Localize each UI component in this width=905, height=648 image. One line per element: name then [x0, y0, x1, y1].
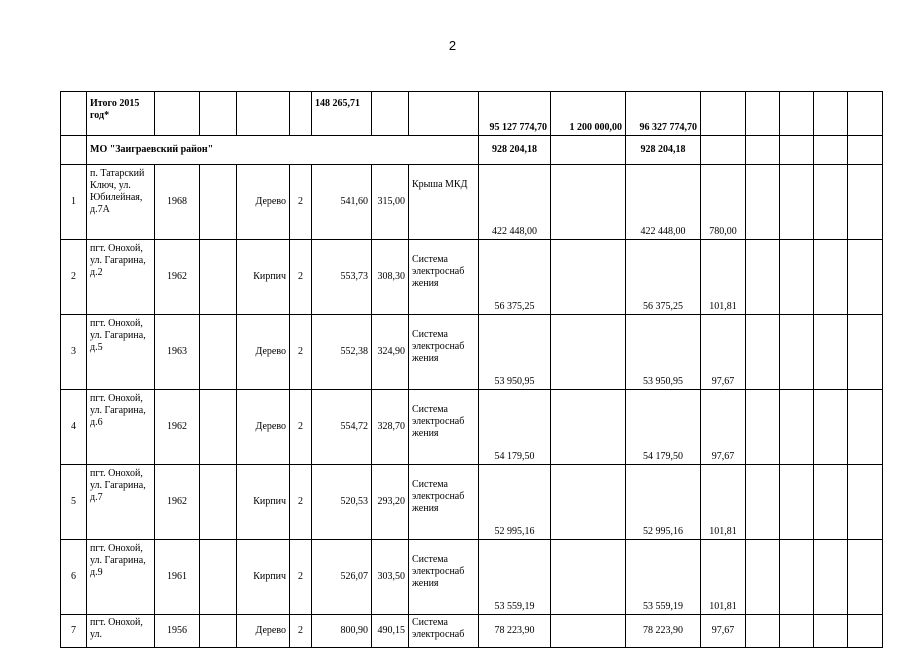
cost-cell: 52 995,16 — [479, 465, 551, 540]
floors-cell: 2 — [290, 315, 312, 390]
empty-cell — [551, 615, 626, 648]
area-cell: 553,73 — [312, 240, 372, 315]
per-m2-cell: 97,67 — [701, 615, 746, 648]
empty-cell — [200, 240, 237, 315]
empty-cell — [746, 465, 780, 540]
year-cell: 1968 — [155, 165, 200, 240]
address-cell: пгт. Онохой, ул. Гагарина, д.6 — [87, 390, 155, 465]
total-cost-cell: 56 375,25 — [626, 240, 701, 315]
district-sum-a: 928 204,18 — [479, 136, 551, 165]
living-area-cell: 293,20 — [372, 465, 409, 540]
empty-cell — [200, 615, 237, 648]
living-area-cell: 328,70 — [372, 390, 409, 465]
address-cell: пгт. Онохой, ул. Гагарина, д.9 — [87, 540, 155, 615]
table-row — [61, 465, 883, 540]
empty-cell — [200, 165, 237, 240]
empty-cell — [848, 165, 883, 240]
empty-cell — [551, 240, 626, 315]
repair-program-table — [60, 91, 883, 648]
cost-cell: 53 950,95 — [479, 315, 551, 390]
empty-cell — [848, 465, 883, 540]
district-row — [61, 136, 883, 165]
living-area-cell: 490,15 — [372, 615, 409, 648]
per-m2-cell: 97,67 — [701, 390, 746, 465]
living-area-cell: 315,00 — [372, 165, 409, 240]
empty-cell — [551, 315, 626, 390]
empty-cell — [848, 615, 883, 648]
address-cell: пгт. Онохой, ул. Гагарина, д.5 — [87, 315, 155, 390]
empty-cell — [814, 615, 848, 648]
total-cost-cell: 52 995,16 — [626, 465, 701, 540]
floors-cell: 2 — [290, 540, 312, 615]
total-label: Итого 2015 год* — [87, 92, 155, 136]
row-number: 2 — [61, 240, 87, 315]
empty-cell — [848, 390, 883, 465]
year-cell: 1962 — [155, 240, 200, 315]
material-cell: Кирпич — [237, 240, 290, 315]
empty-cell — [200, 540, 237, 615]
empty-cell — [814, 390, 848, 465]
district-label: МО "Заиграевский район" — [87, 136, 479, 165]
empty-cell — [780, 465, 814, 540]
table-row — [61, 390, 883, 465]
cost-cell: 78 223,90 — [479, 615, 551, 648]
empty-cell — [746, 315, 780, 390]
floors-cell: 2 — [290, 390, 312, 465]
area-cell: 541,60 — [312, 165, 372, 240]
work-type-cell: Система электроснаб жения — [409, 390, 479, 465]
row-number: 5 — [61, 465, 87, 540]
empty-cell — [551, 165, 626, 240]
material-cell: Дерево — [237, 165, 290, 240]
area-cell: 520,53 — [312, 465, 372, 540]
empty-cell — [746, 390, 780, 465]
cost-cell: 422 448,00 — [479, 165, 551, 240]
material-cell: Дерево — [237, 315, 290, 390]
empty-cell — [848, 240, 883, 315]
total-sum-b: 1 200 000,00 — [551, 92, 626, 136]
empty-cell — [814, 540, 848, 615]
area-cell: 552,38 — [312, 315, 372, 390]
empty-cell — [814, 315, 848, 390]
empty-cell — [814, 240, 848, 315]
total-cost-cell: 53 559,19 — [626, 540, 701, 615]
per-m2-cell: 101,81 — [701, 240, 746, 315]
empty-cell — [814, 465, 848, 540]
floors-cell: 2 — [290, 240, 312, 315]
material-cell: Кирпич — [237, 540, 290, 615]
empty-cell — [746, 165, 780, 240]
empty-cell — [780, 165, 814, 240]
table-row — [61, 240, 883, 315]
page-number: 2 — [448, 38, 457, 53]
row-number: 1 — [61, 165, 87, 240]
empty-cell — [848, 540, 883, 615]
address-cell: пгт. Онохой, ул. Гагарина, д.7 — [87, 465, 155, 540]
empty-cell — [746, 615, 780, 648]
year-cell: 1962 — [155, 465, 200, 540]
floors-cell: 2 — [290, 165, 312, 240]
area-cell: 526,07 — [312, 540, 372, 615]
year-cell: 1963 — [155, 315, 200, 390]
empty-cell — [200, 315, 237, 390]
empty-cell — [746, 240, 780, 315]
work-type-cell: Система электроснаб — [409, 615, 479, 648]
empty-cell — [780, 240, 814, 315]
material-cell: Кирпич — [237, 465, 290, 540]
address-cell: пгт. Онохой, ул. Гагарина, д.2 — [87, 240, 155, 315]
work-type-cell: Крыша МКД — [409, 165, 479, 240]
address-cell: пгт. Онохой, ул. — [87, 615, 155, 648]
table-row — [61, 315, 883, 390]
floors-cell: 2 — [290, 465, 312, 540]
empty-cell — [780, 315, 814, 390]
row-number: 7 — [61, 615, 87, 648]
year-cell: 1961 — [155, 540, 200, 615]
per-m2-cell: 780,00 — [701, 165, 746, 240]
row-number: 6 — [61, 540, 87, 615]
floors-cell: 2 — [290, 615, 312, 648]
cost-cell: 54 179,50 — [479, 390, 551, 465]
total-area: 148 265,71 — [312, 92, 372, 136]
row-number: 4 — [61, 390, 87, 465]
total-sum: 96 327 774,70 — [626, 92, 701, 136]
work-type-cell: Система электроснаб жения — [409, 465, 479, 540]
empty-cell — [551, 540, 626, 615]
empty-cell — [780, 390, 814, 465]
empty-cell — [200, 465, 237, 540]
work-type-cell: Система электроснаб жения — [409, 240, 479, 315]
empty-cell — [746, 540, 780, 615]
total-cost-cell: 422 448,00 — [626, 165, 701, 240]
living-area-cell: 324,90 — [372, 315, 409, 390]
living-area-cell: 308,30 — [372, 240, 409, 315]
area-cell: 554,72 — [312, 390, 372, 465]
empty-cell — [814, 165, 848, 240]
empty-cell — [780, 540, 814, 615]
material-cell: Дерево — [237, 390, 290, 465]
total-cost-cell: 53 950,95 — [626, 315, 701, 390]
living-area-cell: 303,50 — [372, 540, 409, 615]
table-row — [61, 165, 883, 240]
area-cell: 800,90 — [312, 615, 372, 648]
year-cell: 1956 — [155, 615, 200, 648]
table-row — [61, 615, 883, 648]
work-type-cell: Система электроснаб жения — [409, 540, 479, 615]
total-cost-cell: 54 179,50 — [626, 390, 701, 465]
per-m2-cell: 101,81 — [701, 540, 746, 615]
cost-cell: 53 559,19 — [479, 540, 551, 615]
work-type-cell: Система электроснаб жения — [409, 315, 479, 390]
row-number: 3 — [61, 315, 87, 390]
empty-cell — [200, 390, 237, 465]
per-m2-cell: 101,81 — [701, 465, 746, 540]
empty-cell — [780, 615, 814, 648]
total-cost-cell: 78 223,90 — [626, 615, 701, 648]
district-sum: 928 204,18 — [626, 136, 701, 165]
address-cell: п. Татарский Ключ, ул. Юбилейная, д.7А — [87, 165, 155, 240]
material-cell: Дерево — [237, 615, 290, 648]
total-sum-a: 95 127 774,70 — [479, 92, 551, 136]
empty-cell — [848, 315, 883, 390]
year-cell: 1962 — [155, 390, 200, 465]
cost-cell: 56 375,25 — [479, 240, 551, 315]
empty-cell — [551, 390, 626, 465]
total-row — [61, 92, 883, 136]
empty-cell — [551, 465, 626, 540]
table-row — [61, 540, 883, 615]
per-m2-cell: 97,67 — [701, 315, 746, 390]
